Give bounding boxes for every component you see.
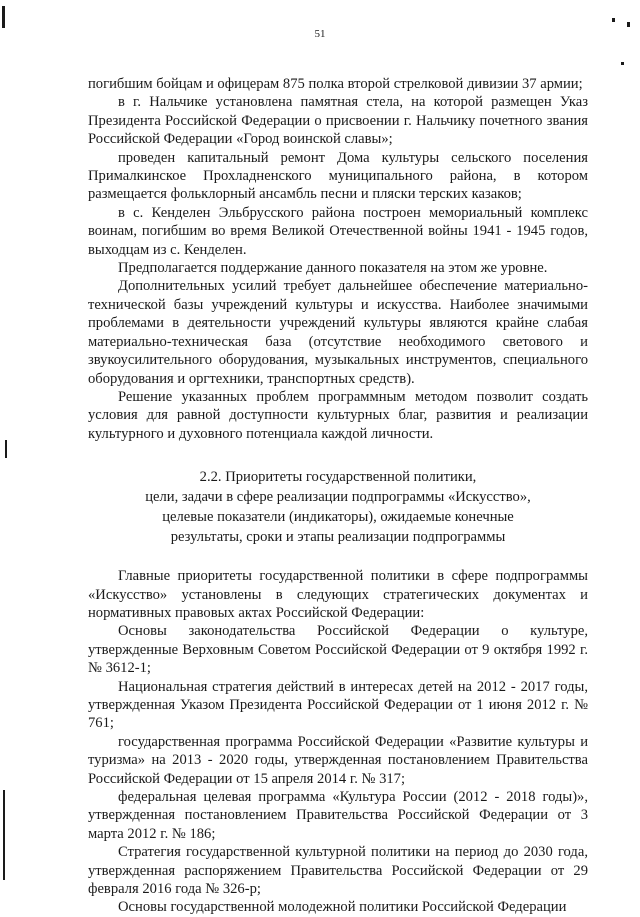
paragraph: Основы законодательства Российской Федерации о культуре, утвержденные Верховным Советом Российской Федерации от 9 октября 1992 г. № 3612-1;: [88, 623, 588, 677]
top-paragraphs: [88, 75, 588, 443]
paragraph: погибшим бойцам и офицерам 875 полка второй стрелковой дивизии 37 армии;: [88, 76, 583, 92]
paragraph: федеральная целевая программа «Культура России (2012 - 2018 годы)», утвержденная постановлением Правительства Российской Федерации от 3 марта 2012 г. № 186;: [88, 789, 588, 842]
paragraph: Главные приоритеты государственной политики в сфере подпрограммы «Искусство» установлены в следующих стратегических документах и нормативных правовых актах Российской Федерации:: [88, 568, 588, 621]
page-number: 51: [314, 28, 326, 40]
paragraph: Национальная стратегия действий в интересах детей на 2012 - 2017 годы, утвержденная Указом Президента Российской Федерации от 1 июня 2012 г. № 761;: [88, 678, 588, 732]
paragraph: Дополнительных усилий требует дальнейшее обеспечение материально-технической базы учреждений культуры и искусства. Наиболее значимыми проблемами в деятельности учреждений культуры являются крайне слабая материально-техническая база (отсутствие необходимого светового и звукоусилительного оборудования, музыкальных инструментов, специального оборудования и оргтехники, транспортных средств).: [88, 278, 588, 387]
scan-artifact-right-top-2: [627, 22, 630, 27]
scan-artifact-right-upper: [621, 62, 624, 65]
document-body: [88, 75, 588, 917]
paragraph: в г. Нальчике установлена памятная стела, на которой размещен Указ Президента Российской Федерации о присвоении г. Нальчику почетного звания Российской Федерации «Город воинской славы»;: [88, 94, 588, 148]
paragraph: Основы государственной молодежной политики Российской Федерации: [118, 899, 567, 916]
scan-artifact-left-top: [2, 6, 5, 28]
paragraph: проведен капитальный ремонт Дома культуры сельского поселения Прималкинское Прохладненского муниципального района, в котором размещается фольклорный ансамбль песни и пляски терских казаков;: [88, 149, 588, 203]
section-heading: [88, 467, 588, 547]
scan-artifact-left-middle: [5, 440, 7, 458]
paragraph: Стратегия государственной культурной политики на период до 2030 года, утвержденная распоряжением Правительства Российской Федерации от 29 февраля 2016 года № 326-р;: [88, 844, 588, 898]
paragraph: Предполагается поддержание данного показателя на этом же уровне.: [118, 260, 548, 277]
paragraph: государственная программа Российской Федерации «Развитие культуры и туризма» на 2013 - 2020 годы, утвержденная постановлением Правительства Российской Федерации от 15 апреля 2014 г. № 317;: [88, 733, 588, 787]
heading-line: 2.2. Приоритеты государственной политики,: [199, 469, 477, 486]
paragraph: в с. Кенделен Эльбрусского района построен мемориальный комплекс воинам, погибшим во время Великой Отечественной войны 1941 - 1945 годов, выходцам из с. Кенделен.: [88, 204, 588, 258]
heading-line: результаты, сроки и этапы реализации подпрограммы: [170, 529, 506, 546]
scan-artifact-right-top: [612, 18, 615, 22]
paragraph: Решение указанных проблем программным методом позволит создать условия для равной доступности культурных благ, развития и реализации культурного и духовного потенциала каждой личности.: [88, 388, 588, 442]
bottom-paragraphs: [88, 567, 588, 917]
heading-line: целевые показатели (индикаторы), ожидаемые конечные: [162, 509, 514, 526]
scan-artifact-left-bottom: [3, 790, 5, 880]
heading-line: цели, задачи в сфере реализации подпрограммы «Искусство»,: [145, 489, 531, 506]
